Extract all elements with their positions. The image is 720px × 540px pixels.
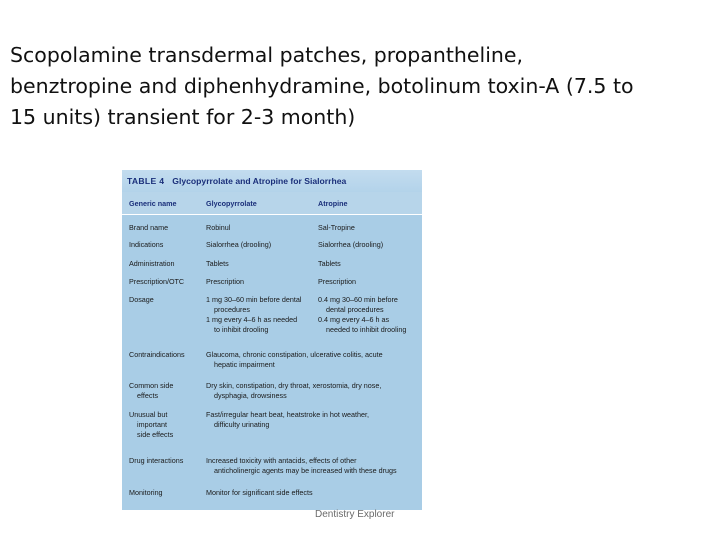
shared-line: Dry skin, constipation, dry throat, xerostomia, dry nose, xyxy=(206,381,382,390)
table-row xyxy=(122,410,422,440)
table-figure xyxy=(122,170,422,510)
dosage-glyco-line: 1 mg every 4–6 h as needed xyxy=(206,315,298,324)
cell-atropine: Tablets xyxy=(318,259,341,268)
row-label xyxy=(122,410,202,440)
cell-shared xyxy=(202,381,422,401)
row-label xyxy=(122,381,202,401)
label-line: effects xyxy=(137,391,159,400)
dosage-glyco-line: to inhibit drooling xyxy=(214,325,269,334)
header-atropine: Atropine xyxy=(318,198,348,208)
label-line: Common side xyxy=(129,381,174,390)
label-line: Unusual but xyxy=(129,410,168,419)
watermark-credit: Dentistry Explorer xyxy=(315,509,395,520)
dosage-atropine-line: dental procedures xyxy=(326,305,384,314)
row-label: Dosage xyxy=(129,295,154,304)
cell-atropine xyxy=(314,295,422,335)
cell-shared: Monitor for significant side effects xyxy=(206,488,313,497)
shared-line: difficulty urinating xyxy=(214,420,270,429)
heading-line-3: 15 units) transient for 2-3 month) xyxy=(10,105,356,129)
dosage-atropine-line: 0.4 mg 30–60 min before xyxy=(318,295,398,304)
label-line: important xyxy=(137,420,167,429)
table-row xyxy=(122,277,422,287)
header-glycopyrrolate: Glycopyrrolate xyxy=(206,198,257,208)
cell-glyco xyxy=(202,295,314,335)
cell-glyco: Tablets xyxy=(206,259,229,268)
cell-atropine: Prescription xyxy=(318,277,356,286)
shared-line: anticholinergic agents may be increased with these drugs xyxy=(214,466,397,475)
cell-glyco: Robinul xyxy=(206,223,231,232)
table-row xyxy=(122,350,422,370)
table-row xyxy=(122,240,422,250)
cell-shared xyxy=(202,410,422,440)
table-title-text: Glycopyrrolate and Atropine for Sialorrhea xyxy=(172,176,347,186)
table-row xyxy=(122,223,422,233)
dosage-atropine-line: needed to inhibit drooling xyxy=(326,325,407,334)
cell-glyco: Sialorrhea (drooling) xyxy=(206,240,272,249)
row-label: Monitoring xyxy=(129,488,163,497)
row-label: Contraindications xyxy=(129,350,185,359)
cell-shared xyxy=(202,456,422,476)
label-line: side effects xyxy=(137,430,174,439)
table-label: TABLE 4 xyxy=(127,176,165,186)
dosage-glyco-line: procedures xyxy=(214,305,250,314)
cell-atropine: Sialorrhea (drooling) xyxy=(318,240,384,249)
row-label: Administration xyxy=(129,259,175,268)
table-row xyxy=(122,295,422,335)
cell-glyco: Prescription xyxy=(206,277,244,286)
shared-line: Glaucoma, chronic constipation, ulcerative colitis, acute xyxy=(206,350,383,359)
shared-line: Increased toxicity with antacids, effects of other xyxy=(206,456,357,465)
table-row xyxy=(122,381,422,401)
shared-line: Fast/irregular heart beat, heatstroke in hot weather, xyxy=(206,410,370,419)
row-label: Brand name xyxy=(129,223,169,232)
cell-atropine: Sal-Tropine xyxy=(318,223,355,232)
row-label: Indications xyxy=(129,240,164,249)
shared-line: hepatic impairment xyxy=(214,360,275,369)
table-row xyxy=(122,488,422,498)
dosage-atropine-line: 0.4 mg every 4–6 h as xyxy=(318,315,390,324)
row-label: Prescription/OTC xyxy=(129,277,185,286)
table-header-row xyxy=(122,192,422,215)
table-row xyxy=(122,456,422,476)
dosage-glyco-line: 1 mg 30–60 min before dental xyxy=(206,295,302,304)
shared-line: dysphagia, drowsiness xyxy=(214,391,287,400)
cell-shared xyxy=(202,350,422,370)
heading-line-1: Scopolamine transdermal patches, propantheline, xyxy=(10,43,524,67)
heading-line-2: benztropine and diphenhydramine, botolinum toxin-A (7.5 to xyxy=(10,74,634,98)
table-row xyxy=(122,259,422,269)
table-title xyxy=(122,170,422,192)
slide-heading xyxy=(10,40,710,133)
row-label: Drug interactions xyxy=(129,456,184,465)
header-generic-name: Generic name xyxy=(129,198,177,208)
